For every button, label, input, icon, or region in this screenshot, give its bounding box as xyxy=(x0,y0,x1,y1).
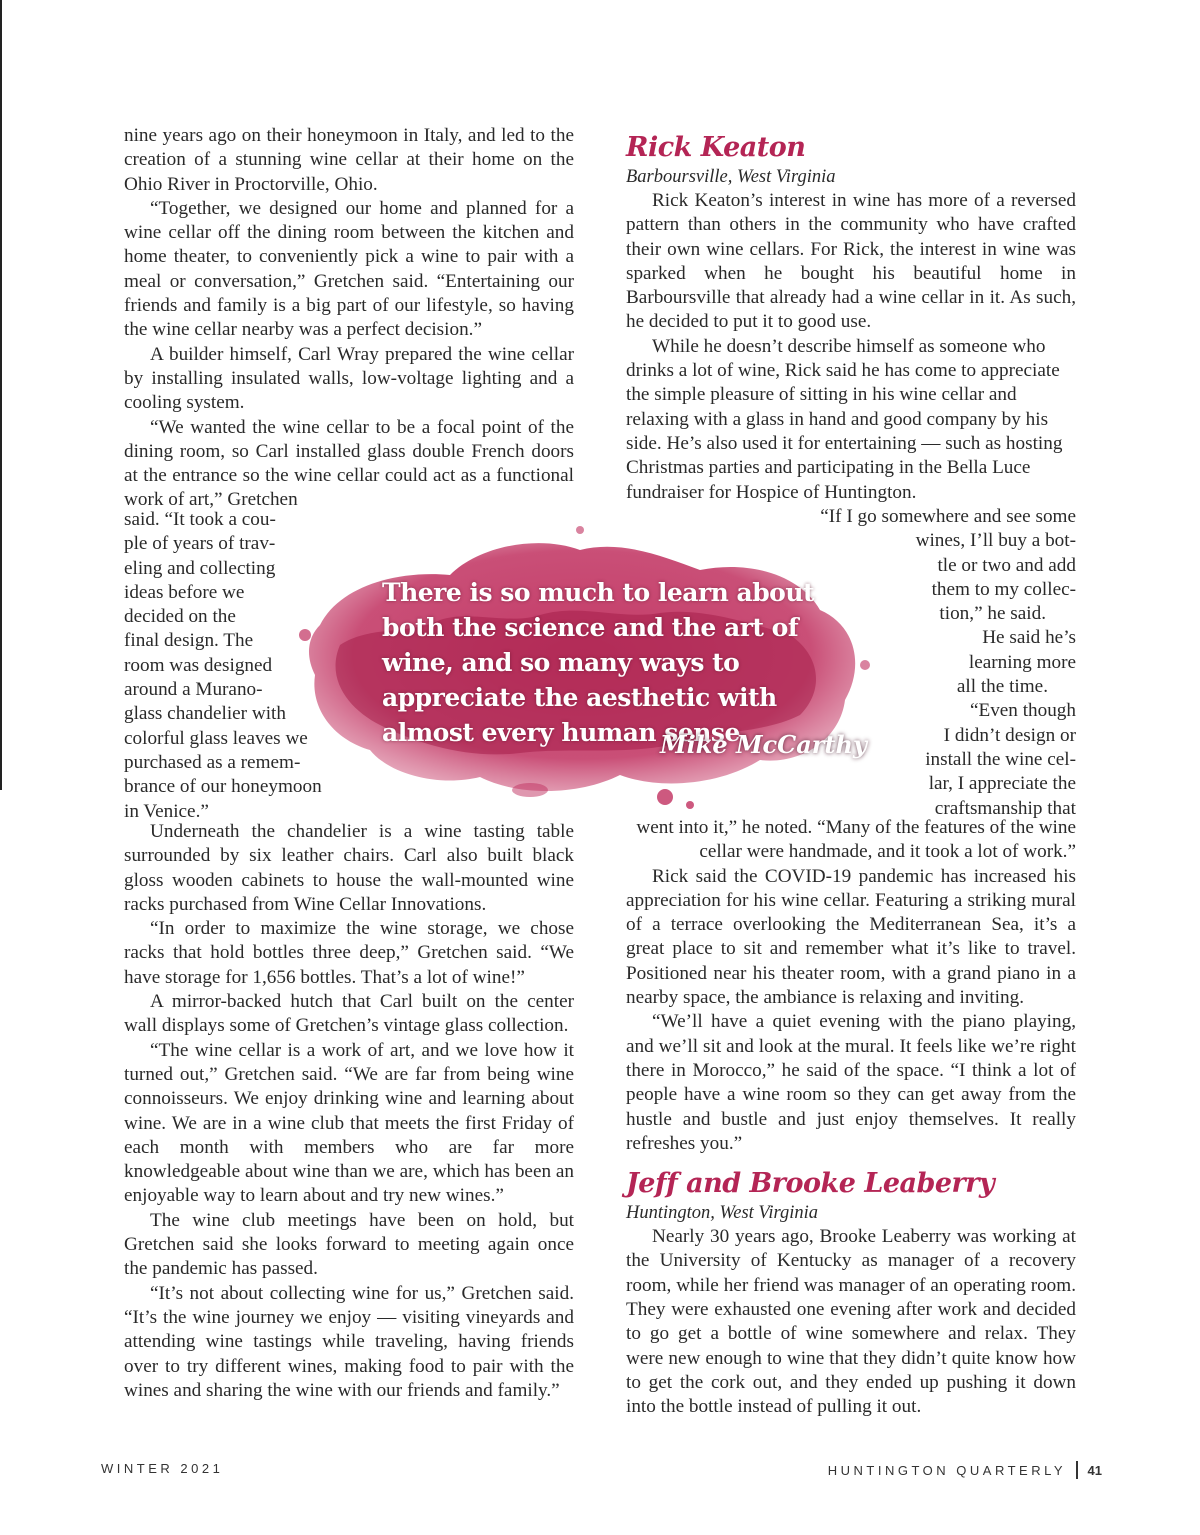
section-location: Barboursville, West Virginia xyxy=(626,167,836,187)
paragraph: Underneath the chandelier is a wine tasting table surrounded by six leather chairs. Carl also built black gloss wooden cabinets to house the wall-mounted wine racks purchased from Wine Cellar Innovations. xyxy=(124,821,574,915)
left-column-top xyxy=(124,124,574,513)
pull-quote-text: There is so much to learn about both the science and the art of wine, and so many ways to appreciate the aesthetic with almost every human sense. xyxy=(382,578,815,747)
paragraph: The wine club meetings have been on hold, but Gretchen said she looks forward to meeting again once the pandemic has passed. xyxy=(124,1209,574,1280)
paragraph: “We’ll have a quiet evening with the piano playing, and we’ll sit and look at the mural. It feels like we’re right there in Morocco,” he said of the space. “I think a lot of people have a wine room so they can get away from the hustle and bustle and just enjoy themselves. It really refreshes you.” xyxy=(626,1011,1076,1154)
text-line: ideas before we xyxy=(124,581,245,603)
paragraph: Nearly 30 years ago, Brooke Leaberry was working at the University of Kentucky as manager of a recovery room, while her friend was manager of an operating room. They were exhausted one evening after work and decided to go get a bottle of wine somewhere and relax. They were new enough to wine that they didn’t quite know how to get the cork out, and they ended up pushing it down into the bottle instead of pulling it out. xyxy=(626,1226,1076,1418)
paragraph: went into it,” he noted. “Many of the features of the wine cellar were handmade, and it took a lot of work.” xyxy=(636,817,1076,863)
text-line: around a Murano- xyxy=(124,679,263,701)
text-line: all the time. xyxy=(956,676,1048,698)
text-line: decided on the xyxy=(124,606,236,628)
pull-quote-author: Mike McCarthy xyxy=(660,730,867,759)
paragraph: Rick said the COVID-19 pandemic has increased his appreciation for his wine cellar. Featuring a striking mural of a terrace overlooking the Mediterranean Sea, it’s a great place to sit and remember what it’s like to travel. Positioned near his theater room, with a grand piano in a nearby space, the ambiance is relaxing and inviting. xyxy=(626,865,1076,1009)
text-line: install the wine cel- xyxy=(925,748,1076,770)
left-column-bottom xyxy=(124,820,574,1403)
footer-divider xyxy=(1076,1461,1078,1479)
text-line: I didn’t design or xyxy=(943,724,1076,746)
page-number: 41 xyxy=(1087,1462,1102,1478)
text-line: “If I go somewhere and see some xyxy=(820,506,1076,527)
text-line: craftsmanship that xyxy=(934,797,1076,819)
text-line: in Venice.” xyxy=(124,800,209,822)
footer-issue: WINTER 2021 xyxy=(101,1461,224,1476)
section-heading-leaberry: Jeff and Brooke Leaberry xyxy=(626,1168,995,1200)
paragraph: A builder himself, Carl Wray prepared the wine cellar by installing insulated walls, low-voltage lighting and a cooling system. xyxy=(124,343,574,414)
text-line: wines, I’ll buy a bot- xyxy=(915,530,1076,552)
paragraph: “In order to maximize the wine storage, we chose racks that hold bottles three deep,” Gretchen said. “We have storage for 1,656 bottles. That’s a lot of wine!” xyxy=(124,918,574,988)
paragraph: “The wine cellar is a work of art, and we love how it turned out,” Gretchen said. “We are far from being wine connoisseurs. We enjoy drinking wine and learning about wine. We are in a wine club that meets the first Friday of each month with members who are far more knowledgeable about wine than we are, which has been an enjoyable way to learn about and try new wines.” xyxy=(124,1039,574,1207)
text-line: room was designed xyxy=(124,654,273,676)
section-location: Huntington, West Virginia xyxy=(626,1203,819,1224)
paragraph: While he doesn’t describe himself as someone who drinks a lot of wine, Rick said he has come to appreciate the simple pleasure of sitting in his wine cellar and relaxing with a glass in hand and good company by his side. He’s also used it for entertaining — such as hosting Christmas parties and participating in the Bella Luce fundraiser for Hospice of Huntington. xyxy=(626,335,1063,503)
text-line: He said he’s xyxy=(982,627,1076,649)
paragraph: nine years ago on their honeymoon in Italy, and led to the creation of a stunning wine cellar at their home on the Ohio River in Proctorville, Ohio. xyxy=(124,125,574,195)
text-line: brance of our honeymoon xyxy=(124,776,322,798)
paragraph: “Together, we designed our home and planned for a wine cellar off the dining room between the kitchen and home theater, to conveniently pick a wine to pair with a meal or conversation,” Gretchen said. “Entertaining our friends and family is a big part of our lifestyle, so having the wine cellar nearby was a perfect decision.” xyxy=(124,197,574,341)
text-line: tion,” he said. xyxy=(939,603,1046,625)
paragraph: Rick Keaton’s interest in wine has more of a reversed pattern than others in the community who have crafted their own wine cellars. For Rick, the interest in wine was sparked when he bought his beautiful home in Barboursville that already had a wine cellar in it. As such, he decided to put it to good use. xyxy=(626,190,1076,333)
text-line: glass chandelier with xyxy=(124,703,286,725)
section-heading-rick-keaton: Rick Keaton xyxy=(626,132,806,163)
paragraph: “It’s not about collecting wine for us,” Gretchen said. “It’s the wine journey we enjoy — visiting vineyards and attending wine tastings while traveling, having friends over to try different wines, making food to pair with the wines and sharing the wine with our friends and family.” xyxy=(124,1282,574,1401)
right-column-top xyxy=(626,130,1076,505)
paragraph: A mirror-backed hutch that Carl built on the center wall displays some of Gretchen’s vintage glass collection. xyxy=(124,991,574,1037)
text-line: tle or two and add xyxy=(937,554,1076,576)
text-line: ple of years of trav- xyxy=(124,533,276,555)
right-column-bottom xyxy=(626,816,1076,1420)
text-line: final design. The xyxy=(124,630,254,652)
text-line: said. “It took a cou- xyxy=(124,509,276,530)
page-edge-line xyxy=(0,0,2,790)
text-line: “Even though xyxy=(969,700,1076,722)
text-line: them to my collec- xyxy=(931,578,1076,600)
text-line: lar, I appreciate the xyxy=(928,773,1076,795)
text-line: learning more xyxy=(968,651,1076,673)
text-line: colorful glass leaves we xyxy=(124,727,308,749)
paragraph: “We wanted the wine cellar to be a focal point of the dining room, so Carl installed glass double French doors at the entrance so the wine cellar could act as a functional work of art,” Gretchen xyxy=(124,416,574,511)
text-line: purchased as a remem- xyxy=(124,751,301,773)
footer-publication xyxy=(828,1461,1102,1479)
text-line: eling and collecting xyxy=(124,557,276,579)
publication-name: HUNTINGTON QUARTERLY xyxy=(827,1462,1067,1478)
